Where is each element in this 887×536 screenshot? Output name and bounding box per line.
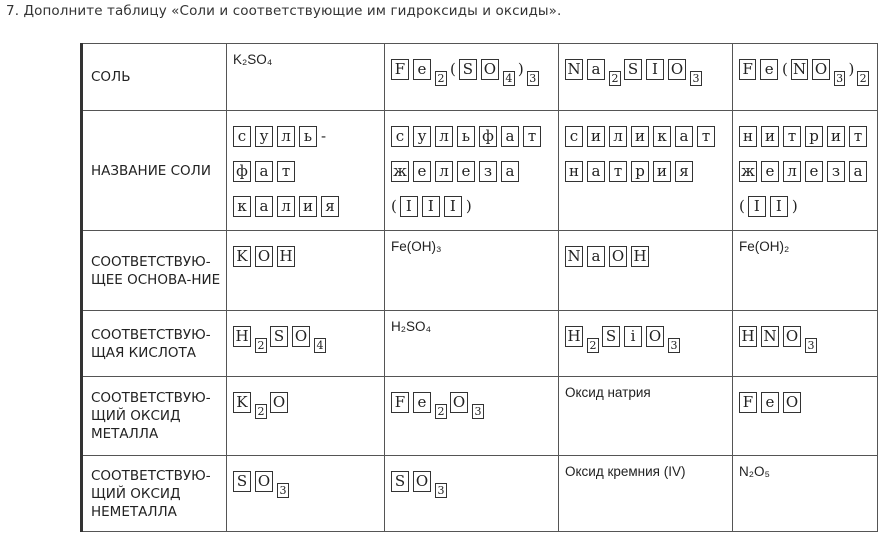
symbol: ) (791, 197, 798, 215)
letter-box: и (587, 126, 605, 147)
cell-text: Fe(OH)₃ (391, 239, 442, 254)
table-row (82, 377, 878, 456)
letter-box: O (481, 59, 499, 80)
letter-box: K (233, 246, 251, 267)
table-cell (733, 111, 878, 231)
cell-text: H₂SO₄ (391, 319, 432, 334)
task-title: 7. Дополните таблицу «Соли и соответствующие им гидроксиды и оксиды». (6, 3, 562, 19)
table-row (82, 456, 878, 532)
letter-box: н (739, 126, 757, 147)
symbol: ) (848, 60, 855, 78)
letter-box: т (849, 126, 867, 147)
letter-box: к (653, 126, 671, 147)
letter-box-line (233, 464, 379, 497)
letter-box: N (565, 246, 583, 267)
letter-box: O (255, 246, 273, 267)
worksheet-table (80, 43, 878, 532)
letter-box: и (827, 126, 845, 147)
letter-box: S (391, 471, 409, 492)
letter-box: H (631, 246, 649, 267)
table-row (82, 44, 878, 111)
table-cell (733, 44, 878, 111)
letter-box: я (321, 196, 339, 217)
letter-box-line (233, 385, 379, 418)
subscript-box: 2 (857, 71, 869, 86)
letter-box-line (739, 154, 872, 182)
letter-box-line (565, 119, 727, 147)
row-header: НАЗВАНИЕ СОЛИ (82, 111, 227, 231)
letter-box: F (739, 392, 757, 413)
letter-box: е (457, 161, 475, 182)
letter-box: O (783, 326, 801, 347)
letter-box-line (565, 239, 727, 267)
letter-box: у (413, 126, 431, 147)
letter-box-line (739, 52, 872, 85)
letter-box: O (270, 392, 288, 413)
symbol: - (321, 127, 327, 145)
letter-box: F (739, 59, 756, 80)
letter-box-line (233, 154, 379, 182)
letter-box-line (233, 189, 379, 217)
letter-box: O (609, 246, 627, 267)
row-header: СООТВЕТСТВУЮ-ЩИЙ ОКСИД МЕТАЛЛА (82, 377, 227, 456)
letter-box: а (587, 161, 605, 182)
letter-box: F (391, 392, 409, 413)
letter-box: I (748, 196, 766, 217)
letter-box-line (233, 239, 379, 267)
table-cell (559, 311, 733, 377)
subscript-box: 3 (472, 404, 484, 419)
subscript-box: 4 (314, 338, 326, 353)
row-header: СООТВЕТСТВУЮ-ЩАЯ КИСЛОТА (82, 311, 227, 377)
cell-text: Оксид натрия (565, 385, 651, 400)
subscript-box: 4 (503, 71, 515, 86)
letter-box: т (697, 126, 715, 147)
letter-box: K (233, 392, 251, 413)
table-cell (733, 311, 878, 377)
letter-box: и (631, 126, 649, 147)
letter-box-line (739, 119, 872, 147)
letter-box: O (646, 326, 664, 347)
letter-box-line (391, 52, 553, 85)
letter-box: з (479, 161, 497, 182)
letter-box: и (761, 126, 779, 147)
letter-box: e (413, 59, 431, 80)
letter-box-line (565, 154, 727, 182)
subscript-box: 2 (609, 71, 621, 86)
letter-box: и (653, 161, 671, 182)
letter-box: у (255, 126, 273, 147)
letter-box: з (827, 161, 845, 182)
symbol: ( (450, 60, 456, 78)
letter-box: р (631, 161, 649, 182)
letter-box: I (770, 196, 788, 217)
letter-box: e (761, 392, 779, 413)
letter-box: ж (739, 161, 757, 182)
letter-box: ф (479, 126, 497, 147)
letter-box-line (739, 319, 872, 352)
letter-box: I (422, 196, 440, 217)
table-cell (227, 111, 385, 231)
letter-box: O (668, 59, 686, 80)
table-cell (559, 231, 733, 311)
letter-box: л (609, 126, 627, 147)
letter-box-line (391, 464, 553, 497)
table-cell (385, 456, 559, 532)
letter-box: т (277, 161, 295, 182)
letter-box: H (739, 326, 757, 347)
table-cell (227, 377, 385, 456)
letter-box-line (391, 119, 553, 147)
letter-box: O (783, 392, 801, 413)
letter-box: H (233, 326, 251, 347)
letter-box: а (501, 161, 519, 182)
letter-box-line (739, 385, 872, 413)
table-cell (733, 377, 878, 456)
letter-box: H (565, 326, 583, 347)
letter-box: я (675, 161, 693, 182)
letter-box-line (233, 319, 379, 352)
cell-text: Fe(OH)₂ (739, 239, 790, 254)
cell-text: K₂SO₄ (233, 52, 273, 67)
letter-box: с (565, 126, 583, 147)
letter-box: H (277, 246, 295, 267)
letter-box: ж (391, 161, 409, 182)
letter-box-line (565, 52, 727, 85)
letter-box: л (435, 161, 453, 182)
letter-box: с (391, 126, 409, 147)
letter-box: л (435, 126, 453, 147)
letter-box: a (587, 246, 605, 267)
letter-box: к (233, 196, 251, 217)
letter-box: л (277, 126, 295, 147)
table-cell (385, 377, 559, 456)
table-cell (227, 311, 385, 377)
letter-box: a (587, 59, 605, 80)
table-cell (559, 44, 733, 111)
letter-box: N (565, 59, 583, 80)
letter-box: e (413, 392, 431, 413)
letter-box: т (783, 126, 801, 147)
letter-box: р (805, 126, 823, 147)
letter-box: i (624, 326, 642, 347)
letter-box: O (413, 471, 431, 492)
letter-box: е (413, 161, 431, 182)
letter-box: а (501, 126, 519, 147)
subscript-box: 3 (435, 483, 447, 498)
table-cell (559, 111, 733, 231)
table-cell (385, 111, 559, 231)
letter-box: I (646, 59, 664, 80)
letter-box-line (739, 189, 872, 217)
subscript-box: 3 (668, 338, 680, 353)
letter-box: е (761, 161, 779, 182)
letter-box: е (805, 161, 823, 182)
symbol: ) (465, 197, 472, 215)
letter-box: O (450, 392, 468, 413)
letter-box: т (609, 161, 627, 182)
letter-box-line (391, 385, 553, 418)
symbol: ( (781, 60, 788, 78)
subscript-box: 3 (690, 71, 702, 86)
letter-box: н (565, 161, 583, 182)
letter-box: O (292, 326, 310, 347)
letter-box: ь (299, 126, 317, 147)
letter-box: а (849, 161, 867, 182)
letter-box: N (761, 326, 779, 347)
cell-text: N₂O₅ (739, 464, 770, 479)
subscript-box: 2 (435, 404, 447, 419)
symbol: ( (391, 197, 397, 215)
letter-box: с (233, 126, 251, 147)
table-cell (559, 456, 733, 532)
letter-box: O (255, 471, 273, 492)
letter-box: I (444, 196, 462, 217)
table-cell (559, 377, 733, 456)
table-row (82, 311, 878, 377)
table-cell (385, 231, 559, 311)
table-cell (227, 231, 385, 311)
letter-box: ф (233, 161, 251, 182)
letter-box-line (233, 119, 379, 147)
letter-box: и (299, 196, 317, 217)
subscript-box: 3 (277, 483, 289, 498)
subscript-box: 3 (805, 338, 817, 353)
letter-box: ь (457, 126, 475, 147)
row-header: СООТВЕТСТВУЮ-ЩИЙ ОКСИД НЕМЕТАЛЛА (82, 456, 227, 532)
letter-box: S (624, 59, 642, 80)
table-cell (733, 231, 878, 311)
row-header: СООТВЕТСТВУЮ-ЩЕЕ ОСНОВА-НИЕ (82, 231, 227, 311)
letter-box: S (459, 59, 477, 80)
table-cell (733, 456, 878, 532)
letter-box: O (812, 59, 829, 80)
subscript-box: 3 (527, 71, 539, 86)
letter-box: S (602, 326, 620, 347)
table-cell (385, 44, 559, 111)
letter-box: а (255, 196, 273, 217)
letter-box: л (783, 161, 801, 182)
letter-box-line (391, 189, 553, 217)
row-header: СОЛЬ (82, 44, 227, 111)
subscript-box: 2 (435, 71, 447, 86)
letter-box: т (523, 126, 541, 147)
letter-box: S (270, 326, 288, 347)
cell-text: Оксид кремния (IV) (565, 464, 686, 479)
subscript-box: 2 (255, 338, 267, 353)
letter-box: F (391, 59, 409, 80)
subscript-box: 2 (255, 404, 267, 419)
symbol: ( (739, 197, 745, 215)
letter-box: I (400, 196, 418, 217)
letter-box: N (791, 59, 808, 80)
letter-box-line (565, 319, 727, 352)
letter-box: л (277, 196, 295, 217)
letter-box-line (391, 154, 553, 182)
table-row (82, 231, 878, 311)
letter-box: e (760, 59, 777, 80)
table-row (82, 111, 878, 231)
subscript-box: 3 (834, 71, 846, 86)
table-cell (385, 311, 559, 377)
table-cell (227, 456, 385, 532)
letter-box: S (233, 471, 251, 492)
letter-box: а (255, 161, 273, 182)
table-cell (227, 44, 385, 111)
subscript-box: 2 (587, 338, 599, 353)
symbol: ) (517, 60, 524, 78)
letter-box: а (675, 126, 693, 147)
